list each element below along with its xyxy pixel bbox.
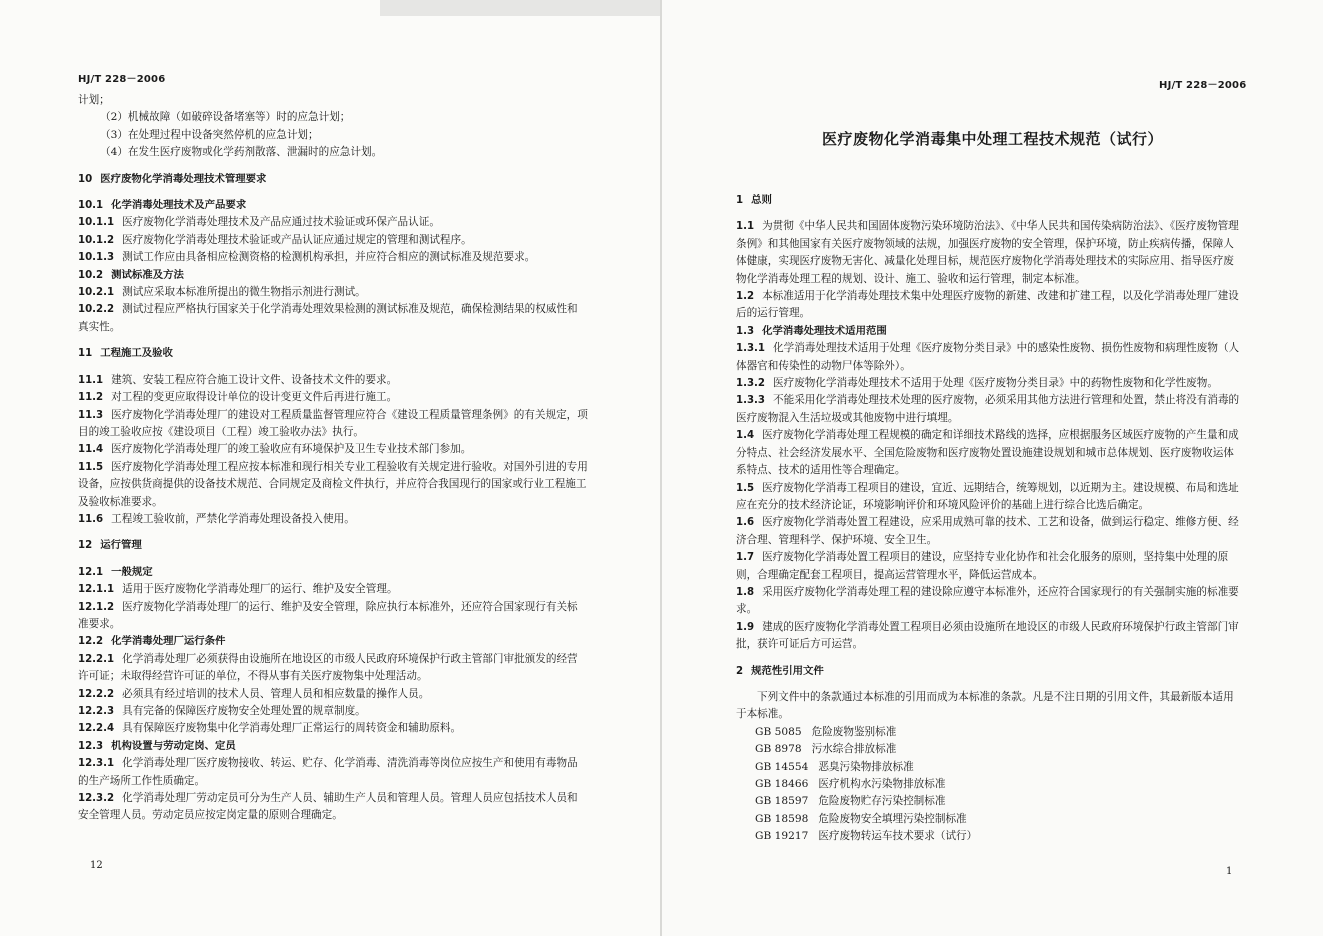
clause-text: 适用于医疗废物化学消毒处理厂的运行、维护及安全管理。 (122, 583, 398, 596)
clause (736, 392, 1242, 427)
heading-text: 一般规定 (111, 565, 153, 578)
clause-number: 1.3.3 (736, 395, 766, 407)
left-running-header: HJ/T 228－2006 (78, 74, 166, 85)
clause (736, 549, 1242, 584)
reference-item (736, 811, 1242, 828)
section-gap (736, 209, 1242, 218)
right-running-header: HJ/T 228－2006 (1159, 80, 1247, 91)
section-heading (78, 738, 588, 755)
clause (78, 720, 588, 737)
clause (78, 284, 588, 301)
clause-text: 危险废物鉴别标准 (811, 725, 897, 738)
section-gap (736, 680, 1242, 689)
reference-item (736, 741, 1242, 758)
clause-text: 计划； (78, 94, 110, 106)
clause (78, 599, 588, 634)
reference-code: GB 18466 (755, 778, 809, 790)
clause-text: （3）在处理过程中设备突然停机的应急计划； (100, 128, 319, 141)
clause-text: 具有完备的保障医疗废物安全处理处置的规章制度。 (122, 705, 366, 717)
clause-number: 1.3.1 (736, 343, 766, 355)
clause-text: 医疗废物转运车技术要求（试行） (818, 830, 978, 843)
clause-text: 医疗废物化学消毒处置工程项目的建设，应坚持专业化协作和社会化服务的原则，坚持集中处理的原则，合理确定配套工程项目，提高运营管理水平，降低运营成本。 (736, 551, 1229, 581)
clause-text: 医疗废物化学消毒处理厂的竣工验收应有环境保护及卫生专业技术部门参加。 (111, 443, 472, 456)
section-heading (78, 537, 588, 554)
clause-number: 1.5 (736, 482, 755, 494)
section-gap (78, 528, 588, 537)
clause (736, 427, 1242, 479)
reference-code: GB 19217 (755, 830, 809, 843)
clause (736, 340, 1242, 375)
clause-number: 12.2 (78, 636, 104, 648)
clause-number: 11.2 (78, 392, 104, 404)
heading-text: 机构设置与劳动定岗、定员 (111, 739, 236, 752)
clause-number: 12.3.1 (78, 758, 115, 770)
clause (78, 459, 588, 511)
clause (78, 511, 588, 528)
clause (78, 389, 588, 406)
section-heading (78, 267, 588, 284)
clause-number: 12.2.4 (78, 723, 115, 735)
clause-text: 为贯彻《中华人民共和国固体废物污染环境防治法》、《中华人民共和国传染病防治法》、《医疗废物管理条例》和其他国家有关医疗废物领域的法规，加强医疗废物的安全管理，保护环境，防止疾病传播，保障人体健康，实现医疗废物无害化、减量化处理目标，规范医疗废物化学消毒处理技术的实际应用、指导医疗废物化学消毒处理工程的规划、设计、施工、验收和运行管理，制定本标准。 (736, 220, 1239, 285)
clause-text: 医疗废物化学消毒处理技术不适用于处理《医疗废物分类目录》中的药物性废物和化学性废物。 (773, 377, 1218, 390)
clause (736, 514, 1242, 549)
right-body (736, 192, 1242, 846)
clause-number: 12.1.2 (78, 601, 115, 613)
reference-code: GB 18597 (755, 795, 809, 808)
clause-text: 医疗废物化学消毒处理技术验证或产品认证应通过规定的管理和测试程序。 (122, 233, 472, 246)
reference-item (736, 776, 1242, 793)
section-heading (78, 345, 588, 362)
section-heading (736, 663, 1242, 680)
section-heading (78, 633, 588, 650)
clause-number: 11.4 (78, 444, 104, 456)
clause (78, 686, 588, 703)
clause-number: 10.1.1 (78, 217, 115, 229)
paragraph (78, 127, 588, 144)
scan-edge (380, 0, 661, 16)
heading-text: 化学消毒处理厂运行条件 (111, 635, 226, 648)
clause-number: 1.6 (736, 517, 755, 529)
left-page-number: 12 (90, 860, 103, 871)
left-body (78, 92, 588, 825)
clause-number: 12.2.1 (78, 653, 115, 665)
clause-number: 10.2.1 (78, 287, 115, 299)
clause (78, 249, 588, 266)
clause-text: 本标准适用于化学消毒处理技术集中处理医疗废物的新建、改建和扩建工程，以及化学消毒处理厂建设后的运行管理。 (736, 290, 1239, 320)
clause-text: 化学消毒处理厂医疗废物接收、转运、贮存、化学消毒、清洗消毒等岗位应按生产和使用有毒物品的生产场所工作性质确定。 (78, 757, 578, 787)
clause-number: 1.7 (736, 552, 755, 564)
clause-number: 10.1 (78, 200, 104, 212)
clause-number: 11.6 (78, 513, 104, 525)
clause-number: 12.2.2 (78, 688, 115, 700)
section-gap (78, 363, 588, 372)
heading-text: 化学消毒处理技术及产品要求 (111, 199, 247, 212)
reference-code: GB 18598 (755, 812, 809, 825)
clause-number: 1.8 (736, 586, 755, 598)
paragraph (78, 144, 588, 161)
clause-text: 危险废物贮存污染控制标准 (818, 795, 946, 808)
left-page (0, 0, 661, 936)
clause-number: 10.2 (78, 269, 104, 281)
clause-text: 污水综合排放标准 (811, 743, 897, 756)
clause (736, 584, 1242, 619)
paragraph (78, 92, 588, 109)
clause-number: 12.3.2 (78, 793, 115, 805)
clause-text: 医疗废物化学消毒处理厂的运行、维护及安全管理，除应执行本标准外，还应符合国家现行有关标准要求。 (78, 600, 578, 630)
document-title: 医疗废物化学消毒集中处理工程技术规范（试行） (821, 130, 1163, 148)
paragraph (736, 689, 1242, 724)
clause (736, 218, 1242, 288)
section-heading (78, 171, 588, 188)
clause (78, 703, 588, 720)
clause (78, 232, 588, 249)
clause (78, 407, 588, 442)
clause-number: 10 (78, 173, 93, 185)
clause (78, 790, 588, 825)
clause (78, 441, 588, 458)
heading-text: 医疗废物化学消毒处理技术管理要求 (100, 172, 267, 185)
clause-text: 医疗废物化学消毒处理厂的建设对工程质量监督管理应符合《建设工程质量管理条例》的有关规定，项目的竣工验收应按《建设项目（工程）竣工验收办法》执行。 (78, 408, 588, 438)
reference-code: GB 14554 (755, 760, 809, 773)
reference-item (736, 828, 1242, 845)
clause-number: 12 (78, 540, 93, 552)
section-gap (78, 336, 588, 345)
clause (78, 755, 588, 790)
section-gap (736, 654, 1242, 663)
clause-text: （2）机械故障（如破碎设备堵塞等）时的应急计划； (100, 111, 351, 124)
clause-number: 1 (736, 195, 744, 206)
clause-text: 工程竣工验收前，严禁化学消毒处理设备投入使用。 (111, 512, 355, 525)
section-heading (78, 564, 588, 581)
section-gap (78, 555, 588, 564)
clause-text: 不能采用化学消毒处理技术处理的医疗废物，必须采用其他方法进行管理和处置，禁止将没有消毒的医疗废物混入生活垃圾或其他废物中进行填埋。 (736, 394, 1240, 424)
section-gap (78, 188, 588, 197)
clause-text: 化学消毒处理技术适用于处理《医疗废物分类目录》中的感染性废物、损伤性废物和病理性废物（人体器官和传染性的动物尸体等除外）。 (736, 342, 1240, 372)
clause-number: 11 (78, 348, 93, 360)
heading-text: 化学消毒处理技术适用范围 (762, 324, 887, 337)
clause-text: 医疗废物化学消毒处理工程规模的确定和详细技术路线的选择，应根据服务区域医疗废物的产生量和成分特点、社会经济发展水平、全国危险废物和医疗废物处置设施建设规划和城市总体规划、医疗废物收运体系特点、技术的适用性等合理确定。 (736, 429, 1239, 477)
clause-number: 12.1.1 (78, 584, 115, 596)
clause-text: 采用医疗废物化学消毒处理工程的建设除应遵守本标准外，还应符合国家现行的有关强制实施的标准要求。 (736, 585, 1239, 616)
clause-text: 化学消毒处理厂必须获得由设施所在地设区的市级人民政府环境保护行政主管部门审批颁发的经营许可证；未取得经营许可证的单位，不得从事有关医疗废物集中处理活动。 (78, 652, 578, 683)
clause-text: 危险废物安全填埋污染控制标准 (818, 812, 967, 825)
clause (78, 214, 588, 231)
clause-number: 12.3 (78, 740, 104, 752)
clause-text: 建筑、安装工程应符合施工设计文件、设备技术文件的要求。 (111, 373, 398, 386)
clause-text: 建成的医疗废物化学消毒处置工程项目必须由设施所在地设区的市级人民政府环境保护行政主管部门审批，获许可证后方可运营。 (736, 620, 1239, 651)
clause-text: 恶臭污染物排放标准 (818, 760, 914, 773)
clause (78, 581, 588, 598)
clause (736, 288, 1242, 323)
clause-number: 1.3 (736, 325, 755, 337)
clause-text: 医疗机构水污染物排放标准 (818, 778, 946, 790)
clause-number: 11.5 (78, 461, 104, 473)
heading-text: 测试标准及方法 (111, 268, 184, 281)
clause-text: 必须具有经过培训的技术人员、管理人员和相应数量的操作人员。 (122, 687, 430, 700)
clause-number: 1.1 (736, 221, 755, 233)
heading-text: 规范性引用文件 (751, 664, 824, 677)
clause-number: 11.1 (78, 374, 104, 386)
clause-number: 10.1.2 (78, 234, 115, 246)
clause-text: 医疗废物化学消毒处理技术及产品应通过技术验证或环保产品认证。 (122, 216, 440, 229)
clause-text: 下列文件中的条款通过本标准的引用而成为本标准的条款。凡是不注日期的引用文件，其最新版本适用于本标准。 (736, 690, 1234, 721)
clause (736, 619, 1242, 654)
reference-item (736, 759, 1242, 776)
reference-item (736, 724, 1242, 741)
clause-number: 1.2 (736, 291, 755, 303)
reference-item (736, 793, 1242, 810)
clause-number: 11.3 (78, 409, 104, 421)
clause-number: 1.9 (736, 621, 755, 633)
clause-number: 10.1.3 (78, 252, 115, 264)
section-heading (736, 323, 1242, 340)
clause-text: 医疗废物化学消毒处理工程应按本标准和现行相关专业工程验收有关规定进行验收。对国外引进的专用设备，应按供货商提供的设备技术规范、合同规定及商检文件执行，并应符合我国现行的国家或行业工程施工及验收标准要求。 (78, 460, 588, 508)
reference-code: GB 5085 (755, 725, 802, 738)
section-heading (736, 192, 1242, 209)
clause-text: 测试过程应严格执行国家关于化学消毒处理效果检测的测试标准及规范，确保检测结果的权威性和真实性。 (78, 303, 578, 333)
right-page-number: 1 (1226, 866, 1233, 877)
clause-text: 对工程的变更应取得设计单位的设计变更文件后再进行施工。 (111, 391, 398, 404)
clause (736, 375, 1242, 392)
clause-text: 医疗废物化学消毒处置工程建设，应采用成熟可靠的技术、工艺和设备，做到运行稳定、维修方便、经济合理、管理科学、保护环境、安全卫生。 (736, 516, 1239, 546)
clause-number: 1.4 (736, 430, 755, 442)
clause-number: 12.1 (78, 566, 104, 578)
section-gap (78, 162, 588, 171)
paragraph (78, 109, 588, 126)
clause (78, 651, 588, 686)
clause-number: 2 (736, 665, 744, 677)
section-heading (78, 197, 588, 214)
clause-text: 具有保障医疗废物集中化学消毒处理厂正常运行的周转资金和辅助原料。 (122, 722, 462, 735)
reference-code: GB 8978 (755, 743, 802, 756)
heading-text: 工程施工及验收 (100, 347, 173, 360)
clause-number: 12.2.3 (78, 706, 115, 717)
clause (736, 480, 1242, 515)
clause-number: 1.3.2 (736, 378, 766, 390)
heading-text: 总则 (751, 194, 772, 206)
right-page (662, 0, 1323, 936)
clause-text: 医疗废物化学消毒工程项目的建设，宜近、远期结合，统筹规划，以近期为主。建设规模、布局和选址应在充分的技术经济论证，环境影响评价和环境风险评价的基础上进行综合比选后确定。 (736, 481, 1239, 511)
heading-text: 运行管理 (100, 539, 142, 552)
clause-text: 测试应采取本标准所提出的微生物指示剂进行测试。 (122, 286, 366, 299)
clause (78, 372, 588, 389)
clause-number: 10.2.2 (78, 304, 115, 316)
clause-text: （4）在发生医疗废物或化学药剂散落、泄漏时的应急计划。 (100, 146, 383, 159)
clause-text: 测试工作应由具备相应检测资格的检测机构承担，并应符合相应的测试标准及规范要求。 (122, 251, 536, 264)
clause-text: 化学消毒处理厂劳动定员可分为生产人员、辅助生产人员和管理人员。管理人员应包括技术人员和安全管理人员。劳动定员应按定岗定量的原则合理确定。 (78, 792, 578, 822)
clause (78, 301, 588, 336)
